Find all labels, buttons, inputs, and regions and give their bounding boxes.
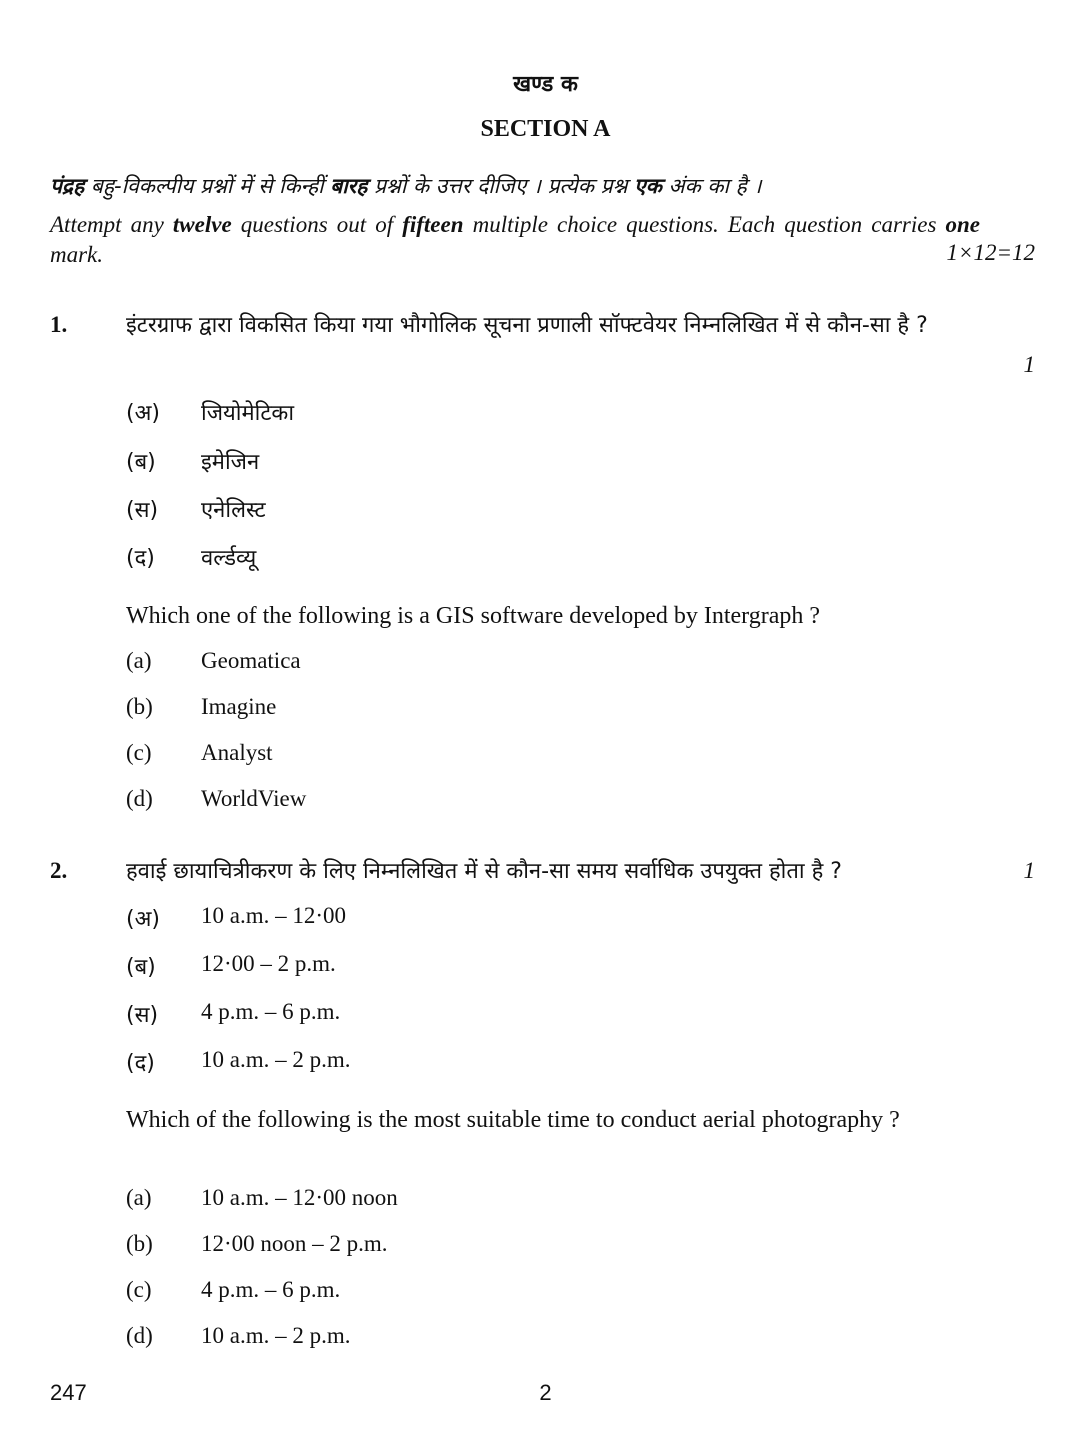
instr-hi-part: अंक का है ।: [661, 174, 762, 198]
question-text-hindi: हवाई छायाचित्रीकरण के लिए निम्नलिखित में से कौन-सा समय सर्वाधिक उपयुक्त होता है ?: [126, 859, 842, 884]
option-label: (c): [126, 1277, 152, 1302]
question-mark: 1: [1023, 858, 1035, 883]
option-label: (स): [126, 498, 159, 523]
instr-en-part: questions out of: [231, 212, 403, 237]
instr-hi-part: प्रश्नों के उत्तर दीजिए । प्रत्येक प्रश्न: [367, 174, 635, 198]
option-text: 12·00 noon – 2 p.m.: [201, 1231, 388, 1256]
option-text: जियोमेटिका: [201, 401, 295, 426]
instr-en-part: twelve: [172, 212, 232, 237]
question-text-english: Which of the following is the most suitable time to conduct aerial photography ?: [126, 1107, 900, 1133]
instr-hi-part: पंद्रह: [50, 174, 85, 198]
section-marks: 1×12=12: [946, 240, 1035, 265]
option-text: 10 a.m. – 2 p.m.: [201, 1323, 351, 1348]
instructions-english: [50, 210, 980, 270]
option-label: (द): [126, 546, 155, 571]
option-text: 10 a.m. – 12·00 noon: [201, 1185, 398, 1210]
option-label: (b): [126, 1231, 153, 1256]
page-number: 2: [539, 1380, 552, 1405]
option-label: (c): [126, 740, 152, 765]
option-text: एनेलिस्ट: [201, 498, 266, 523]
instr-hi-part: बारह: [330, 174, 368, 198]
option-text: 10 a.m. – 2 p.m.: [201, 1047, 351, 1072]
paper-code: 247: [50, 1380, 87, 1405]
option-label: (अ): [126, 907, 160, 932]
option-label: (स): [126, 1003, 159, 1028]
instr-en-part: fifteen: [402, 212, 464, 237]
option-text: इमेजिन: [201, 450, 260, 475]
option-label: (d): [126, 786, 153, 811]
option-label: (a): [126, 1185, 152, 1210]
option-label: (अ): [126, 401, 160, 426]
option-text: 4 p.m. – 6 p.m.: [201, 1277, 341, 1302]
option-text: 4 p.m. – 6 p.m.: [201, 999, 341, 1024]
question-text-hindi: इंटरग्राफ द्वारा विकसित किया गया भौगोलिक सूचना प्रणाली सॉफ्टवेयर निम्नलिखित में से कौन-सा है ?: [126, 313, 928, 338]
option-label: (ब): [126, 955, 156, 980]
option-text: Analyst: [201, 740, 273, 765]
option-text: वर्ल्डव्यू: [201, 546, 257, 571]
option-text: Imagine: [201, 694, 277, 719]
option-text: WorldView: [201, 786, 307, 811]
section-title-hindi: खण्ड क: [513, 72, 578, 97]
option-label: (d): [126, 1323, 153, 1348]
question-mark: 1: [1023, 352, 1035, 377]
option-label: (b): [126, 694, 153, 719]
option-label: (द): [126, 1051, 155, 1076]
option-label: (ब): [126, 450, 156, 475]
instr-en-part: Attempt any: [50, 212, 173, 237]
instructions-hindi: [50, 172, 980, 200]
option-text: 10 a.m. – 12·00: [201, 903, 347, 928]
question-number: 1.: [50, 312, 68, 337]
section-title-english: SECTION A: [480, 116, 611, 142]
option-text: Geomatica: [201, 648, 301, 673]
instr-hi-part: एक: [634, 174, 662, 198]
instr-hi-part: बहु-विकल्पीय प्रश्नों में से किन्हीं: [84, 174, 331, 198]
instr-en-part: mark.: [50, 242, 104, 267]
instr-en-part: multiple choice questions. Each question carries: [463, 212, 946, 237]
option-label: (a): [126, 648, 152, 673]
question-number: 2.: [50, 858, 68, 883]
question-text-english: Which one of the following is a GIS software developed by Intergraph ?: [126, 603, 821, 629]
option-text: 12·00 – 2 p.m.: [201, 951, 336, 976]
instr-en-part: one: [945, 212, 980, 237]
